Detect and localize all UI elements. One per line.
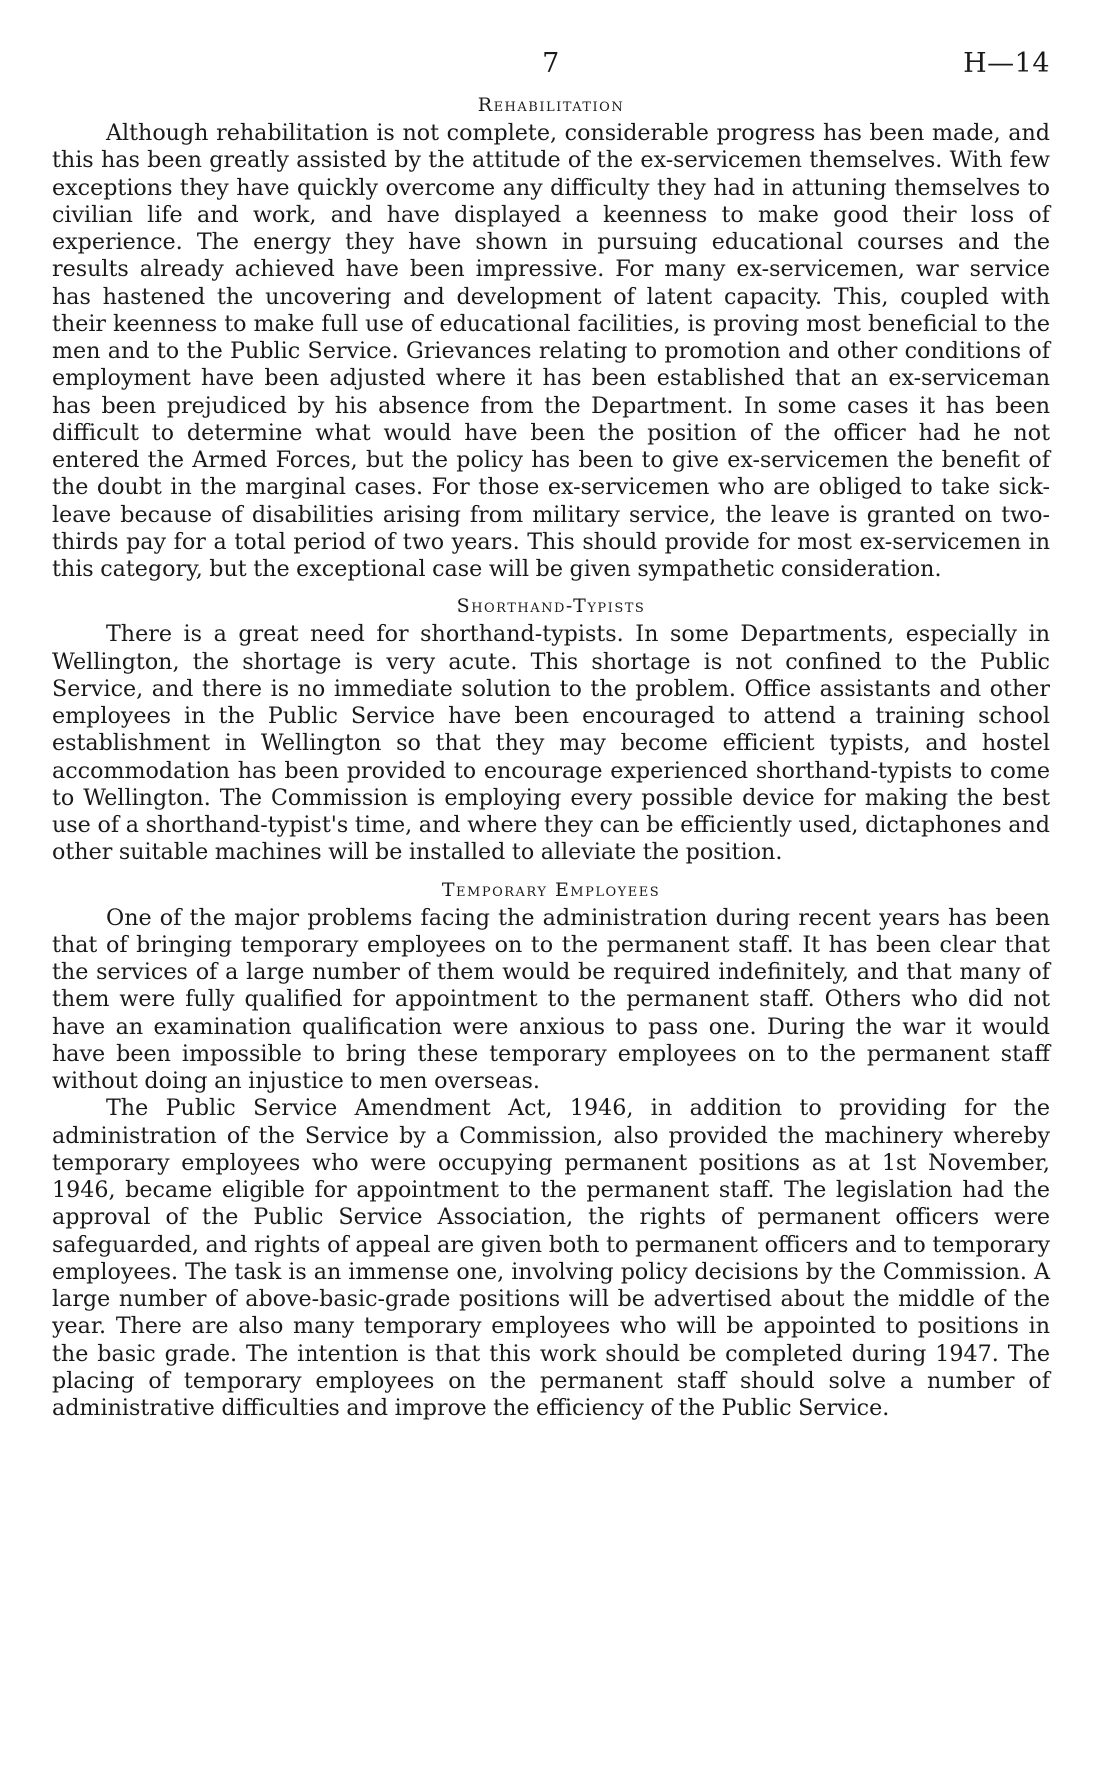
paragraph: Although rehabilitation is not complete, considerable progress has been made, and this has been greatly assisted by the attitude of the ex-servicemen themselves. With few exceptions they have quickly overcome any difficulty they had in attuning themselves to civilian life and work, and have displayed a keenness to make good their loss of experience. The energy they have shown in pursuing educational courses and the results already achieved have been impressive. For many ex-servicemen, war service has hastened the uncovering and development of latent capacity. This, coupled with their keenness to make full use of educational facilities, is proving most beneficial to the men and to the Public Service. Grievances relating to promotion and other conditions of employment have been adjusted where it has been established that an ex-serviceman has been prejudiced by his absence from the Department. In some cases it has been difficult to determine what would have been the position of the officer had he not entered the Armed Forces, but the policy has been to give ex-servicemen the benefit of the doubt in the marginal cases. For those ex-servicemen who are obliged to take sick-leave because of disabilities arising from military service, the leave is granted on two-thirds pay for a total period of two years. This should provide for most ex-servicemen in this category, but the exceptional case will be given sympathetic consideration. [52, 120, 1050, 582]
page-header [52, 48, 1050, 90]
page-number: 7 [542, 48, 560, 79]
section-heading: Shorthand-Typists [456, 595, 646, 618]
section-rehabilitation [52, 90, 1050, 583]
section-heading: Rehabilitation [477, 94, 625, 116]
paragraph: There is a great need for shorthand-typists. In some Departments, especially in Wellington, the shortage is very acute. This shortage is not confined to the Public Service, and there is no immediate solution to the problem. Office assistants and other employees in the Public Service have been encouraged to attend a training school establishment in Wellington so that they may become efficient typists, and hostel accommodation has been provided to encourage experienced shorthand-typists to come to Wellington. The Commission is employing every possible device for making the best use of a shorthand-typist's time, and where they can be efficiently used, dictaphones and other suitable machines will be installed to alleviate the position. [52, 621, 1050, 866]
paragraph: One of the major problems facing the administration during recent years has been that of bringing temporary employees on to the permanent staff. It has been clear that the services of a large number of them would be required indefinitely, and that many of them were fully qualified for appointment to the permanent staff. Others who did not have an examination qualification were anxious to pass one. During the war it would have been impossible to bring these temporary employees on to the permanent staff without doing an injustice to men overseas. [52, 904, 1050, 1094]
section-temporary-employees [52, 875, 1050, 1423]
document-page [52, 48, 1050, 1728]
section-shorthand-typists [52, 591, 1050, 866]
document-reference: H—14 [963, 48, 1050, 79]
section-heading: Temporary Employees [441, 878, 661, 901]
paragraph: The Public Service Amendment Act, 1946, in addition to providing for the administration of the Service by a Commission, also provided the machinery whereby temporary employees who were occupying permanent positions as at 1st November, 1946, became eligible for appointment to the permanent staff. The legislation had the approval of the Public Service Association, the rights of permanent officers were safeguarded, and rights of appeal are given both to permanent officers and to temporary employees. The task is an immense one, involving policy decisions by the Commission. A large number of above-basic-grade positions will be advertised about the middle of the year. There are also many temporary employees who will be appointed to positions in the basic grade. The intention is that this work should be completed during 1947. The placing of temporary employees on the permanent staff should solve a number of administrative difficulties and improve the efficiency of the Public Service. [52, 1095, 1050, 1421]
